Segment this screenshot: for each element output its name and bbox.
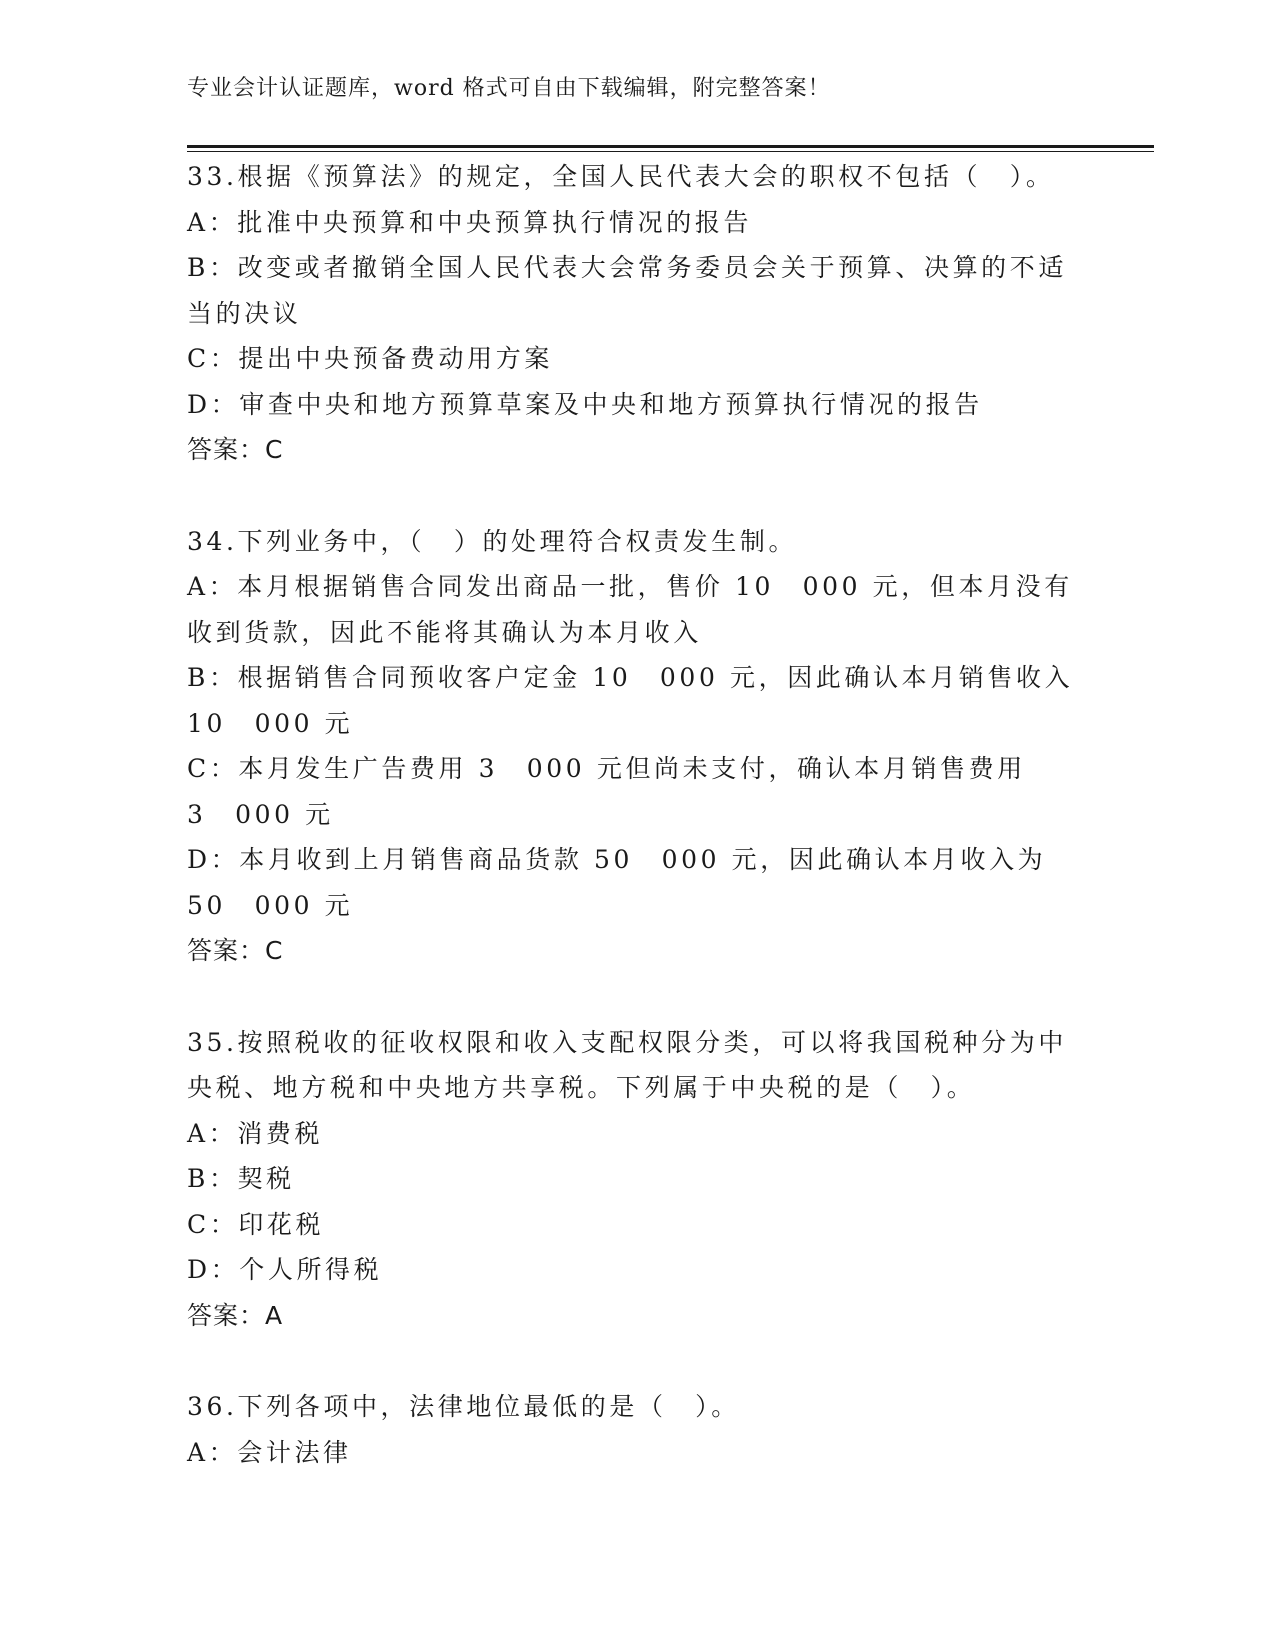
question-stem: 34.下列业务中，（ ）的处理符合权责发生制。: [187, 526, 798, 556]
option-c: C：提出中央预备费动用方案: [187, 344, 553, 373]
option-b: B：改变或者撤销全国人民代表大会常务委员会关于预算、决算的不适当的决议: [187, 253, 1067, 328]
header-divider-thin: [187, 151, 1154, 152]
option-d: D：审查中央和地方预算草案及中央和地方预算执行情况的报告: [187, 389, 983, 419]
option-c: C：本月发生广告费用 3 000 元但尚未支付，确认本月销售费用 3 000 元: [187, 754, 1026, 829]
header-divider-thick: [187, 145, 1154, 148]
question-stem: 33.根据《预算法》的规定，全国人民代表大会的职权不包括（ ）。: [187, 162, 1055, 191]
option-b: B：契税: [187, 1164, 295, 1193]
question-36: [187, 1384, 1087, 1475]
answer: 答案：A: [187, 1300, 284, 1330]
answer: 答案：C: [187, 936, 284, 965]
option-d: D：本月收到上月销售商品货款 50 000 元，因此确认本月收入为 50 000 元: [187, 845, 1047, 920]
option-d: D：个人所得税: [187, 1255, 383, 1284]
option-a: A：批准中央预算和中央预算执行情况的报告: [187, 207, 753, 237]
question-stem: 35.按照税收的征收权限和收入支配权限分类，可以将我国税种分为中央税、地方税和中央地方共享税。下列属于中央税的是（ ）。: [187, 1027, 1067, 1102]
option-a: A：本月根据销售合同发出商品一批，售价 10 000 元，但本月没有收到货款，因此不能将其确认为本月收入: [187, 572, 1073, 647]
question-stem: 36.下列各项中，法律地位最低的是（ ）。: [187, 1392, 740, 1421]
page-header: 专业会计认证题库，word 格式可自由下载编辑，附完整答案！: [187, 76, 831, 101]
option-a: A：会计法律: [187, 1437, 352, 1467]
question-33: [187, 154, 1087, 473]
question-35: [187, 1020, 1087, 1339]
question-list: [187, 154, 1087, 1521]
option-b: B：根据销售合同预收客户定金 10 000 元，因此确认本月销售收入 10 000 元: [187, 663, 1074, 738]
answer: 答案：C: [187, 435, 284, 464]
option-c: C：印花税: [187, 1209, 325, 1239]
option-a: A：消费税: [187, 1118, 324, 1148]
question-34: [187, 519, 1087, 974]
